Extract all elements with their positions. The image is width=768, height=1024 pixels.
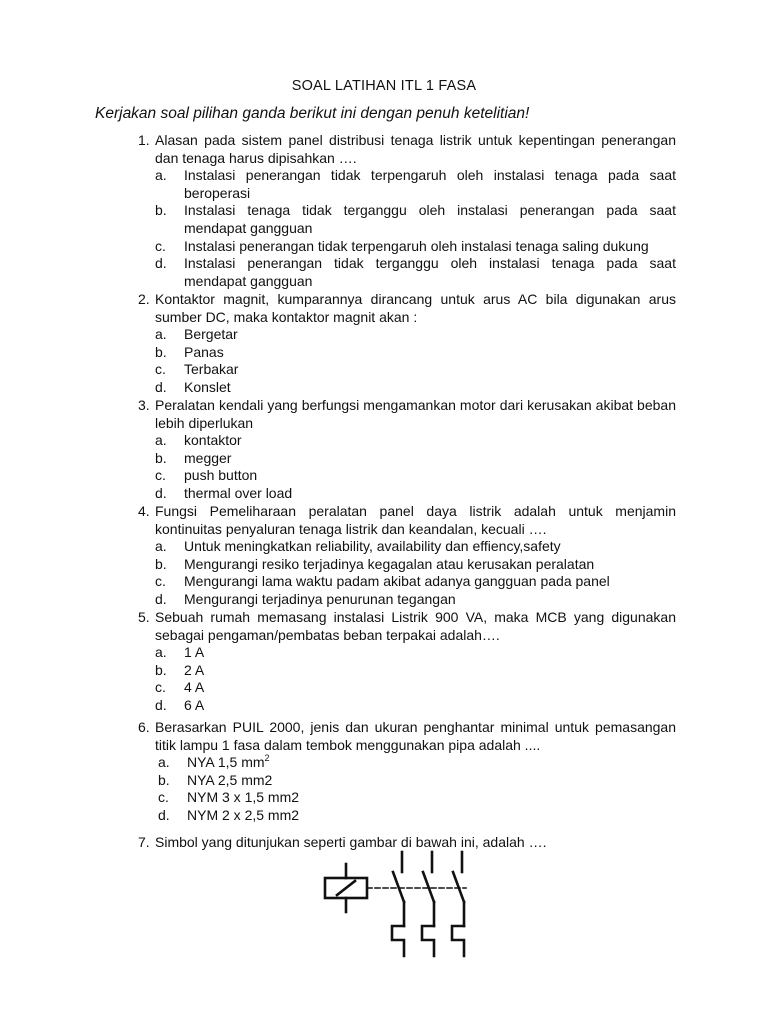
option-b (155, 450, 676, 468)
option-c (155, 573, 676, 591)
option-d (155, 485, 676, 503)
option-a (155, 538, 676, 556)
option-a (158, 754, 676, 772)
contact-3-icon (452, 852, 464, 956)
contact-1-icon (392, 852, 404, 956)
question-number: 2. (138, 291, 150, 307)
question-text: Berasarkan PUIL 2000, jenis dan ukuran penghantar minimal untuk pemasangan titik lampu 1 fasa dalam tembok menggunakan pipa adalah .... (155, 719, 676, 753)
option-text: NYM 3 x 1,5 mm2 (187, 789, 300, 806)
option-letter: b. (158, 771, 170, 788)
option-text: Mengurangi lama waktu padam akibat adanya gangguan pada panel (184, 573, 610, 590)
question-text: Peralatan kendali yang berfungsi mengamankan motor dari kerusakan akibat beban lebih diperlukan (155, 397, 676, 431)
option-letter: d. (155, 696, 167, 713)
option-b (158, 772, 676, 790)
question-number: 1. (138, 132, 150, 148)
question-1 (138, 132, 676, 290)
question-text: Kontaktor magnit, kumparannya dirancang untuk arus AC bila digunakan arus sumber DC, maka kontaktor magnit akan : (155, 291, 676, 325)
option-c (155, 467, 676, 485)
question-text: Fungsi Pemeliharaan peralatan panel daya listrik adalah untuk menjamin kontinuitas penyaluran tenaga listrik dan keandalan, kecuali …. (155, 503, 676, 537)
option-text: NYM 2 x 2,5 mm2 (187, 806, 300, 823)
option-d (155, 379, 676, 397)
superscript: 2 (264, 753, 270, 764)
option-letter: d. (155, 590, 167, 607)
option-text: Terbakar (184, 361, 239, 378)
question-number: 3. (138, 397, 150, 413)
option-text: Bergetar (184, 326, 238, 343)
question-4 (138, 503, 676, 609)
option-text: Instalasi penerangan tidak terganggu oleh instalasi tenaga pada saat mendapat gangguan (184, 255, 676, 289)
option-text: 2 A (184, 661, 205, 678)
option-letter: c. (155, 467, 166, 484)
question-number: 5. (138, 609, 150, 625)
option-a (155, 326, 676, 344)
option-c (158, 789, 676, 807)
option-b (155, 662, 676, 680)
option-text-main: NYA 1,5 mm (187, 754, 265, 771)
option-text: NYA 2,5 mm2 (187, 771, 273, 788)
option-text: Instalasi penerangan tidak terpengaruh oleh instalasi tenaga pada saat beroperasi (184, 167, 676, 201)
option-text: Mengurangi resiko terjadinya kegagalan atau kerusakan peralatan (184, 555, 595, 572)
option-b (155, 344, 676, 362)
option-letter: b. (155, 449, 167, 466)
option-letter: b. (155, 202, 167, 219)
option-text: push button (184, 467, 258, 484)
option-letter: a. (155, 326, 167, 343)
option-text: thermal over load (184, 484, 293, 501)
page-title: SOAL LATIHAN ITL 1 FASA (291, 78, 477, 94)
option-c (155, 679, 676, 697)
option-letter: c. (155, 573, 166, 590)
option-text: Mengurangi terjadinya penurunan tegangan (184, 590, 456, 607)
option-text: 4 A (184, 679, 205, 696)
option-text: 6 A (184, 696, 205, 713)
option-text: Untuk meningkatkan reliability, availability dan effiency,safety (184, 538, 561, 555)
option-letter: a. (155, 167, 167, 184)
option-d (158, 807, 676, 825)
option-text: Instalasi tenaga tidak terganggu oleh instalasi penerangan pada saat mendapat gangguan (184, 202, 676, 236)
question-text: Simbol yang ditunjukan seperti gambar di bawah ini, adalah …. (155, 834, 547, 850)
option-letter: b. (155, 555, 167, 572)
question-3 (138, 397, 676, 503)
option-a (155, 432, 676, 450)
option-letter: c. (155, 361, 166, 378)
question-7 (138, 834, 676, 852)
contactor-symbol-diagram (320, 850, 480, 960)
option-c (155, 361, 676, 379)
question-5 (138, 609, 676, 715)
coil-icon (325, 864, 367, 912)
option-d (155, 697, 676, 715)
option-d (155, 591, 676, 609)
option-text: Konslet (184, 378, 231, 395)
option-letter: d. (158, 806, 170, 823)
option-letter: b. (155, 661, 167, 678)
option-text: Panas (184, 343, 224, 360)
option-letter: a. (155, 538, 167, 555)
option-c (155, 238, 676, 256)
question-number: 7. (138, 834, 150, 850)
option-letter: a. (158, 754, 170, 771)
option-text: kontaktor (184, 432, 242, 449)
question-number: 6. (138, 719, 150, 735)
option-letter: a. (155, 432, 167, 449)
question-number: 4. (138, 503, 150, 519)
option-letter: c. (158, 789, 169, 806)
option-letter: d. (155, 255, 167, 272)
option-a (155, 644, 676, 662)
contact-2-icon (422, 852, 434, 956)
question-text: Alasan pada sistem panel distribusi tenaga listrik untuk kepentingan penerangan dan tenaga harus dipisahkan …. (155, 132, 676, 166)
option-a (155, 167, 676, 202)
option-letter: a. (155, 644, 167, 661)
option-text: Instalasi penerangan tidak terpengaruh oleh instalasi tenaga saling dukung (184, 237, 649, 254)
question-6 (138, 719, 676, 825)
option-text: megger (184, 449, 232, 466)
option-letter: d. (155, 484, 167, 501)
question-2 (138, 291, 676, 397)
instruction-text: Kerjakan soal pilihan ganda berikut ini dengan penuh ketelitian! (95, 105, 530, 122)
option-b (155, 202, 676, 237)
option-text (187, 754, 676, 772)
option-letter: c. (155, 679, 166, 696)
option-d (155, 255, 676, 290)
question-text: Sebuah rumah memasang instalasi Listrik 900 VA, maka MCB yang digunakan sebagai pengaman/pembatas beban terpakai adalah…. (155, 609, 676, 643)
option-letter: d. (155, 378, 167, 395)
option-text: 1 A (184, 644, 205, 661)
option-b (155, 556, 676, 574)
option-letter: b. (155, 343, 167, 360)
option-letter: c. (155, 237, 166, 254)
